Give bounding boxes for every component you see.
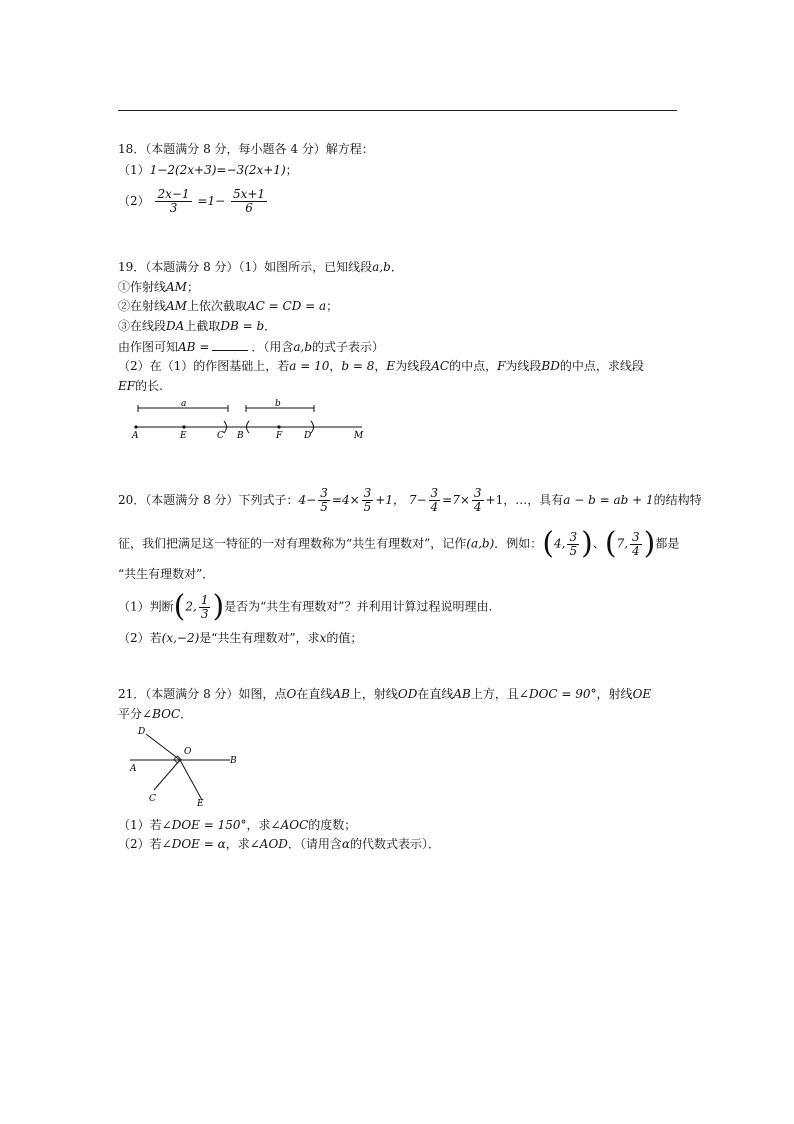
fraction: $\frac{3}{4}$ [430, 486, 439, 514]
q19-step2: ②在射线AM上依次截取AC = CD = a； [118, 299, 339, 313]
answer-blank [212, 338, 248, 351]
q20-part2: （2）若(x,−2)是“共生有理数对”，求x的值； [118, 631, 363, 645]
q19-step1: ①作射线AM； [118, 280, 199, 294]
q18-header: 18．（本题满分 8 分，每小题各 4 分）解方程： [118, 142, 374, 156]
q19-step4: 由作图可知AB = ．（用含a,b的式子表示） [118, 340, 385, 354]
fig-label-a: a [181, 399, 187, 409]
q21-line2: 平分∠BOC． [118, 707, 193, 721]
fraction: $\frac{3}{4}$ [473, 486, 482, 514]
fraction: $\frac{3}{4}$ [632, 529, 640, 558]
fraction: $\frac{2x-1}{3}$ [157, 187, 190, 215]
q19-part2: （2）在（1）的作图基础上，若a = 10，b = 8，E为线段AC的中点，F为线段BD的中点，求线段 [118, 359, 644, 373]
q18-part1: （1）1−2(2x+3)=−3(2x+1)； [118, 163, 298, 177]
q20-line1: 20．（本题满分 8 分）下列式子：4− $\frac{3}{5}$ =4× $\frac{3}{5}$ +1， 7− $\frac{3}{4}$ =7× $\frac{3}{4}$ +1，…，具有a − b = ab + 1的结构特 [118, 486, 702, 514]
fig-point-M: M [354, 431, 364, 441]
q19-part2-cont: EF的长. [118, 379, 163, 393]
fig-point-C: C [217, 431, 224, 441]
fig-point-A: A [132, 431, 139, 441]
fig-point-F: F [276, 431, 283, 441]
fraction: $\frac{3}{5}$ [569, 529, 578, 558]
q20-part1: （1）判断(2, $\frac{1}{3}$ )是否为“共生有理数对”？并利用计算过程说明理由. [118, 589, 493, 624]
q21-figure [124, 724, 248, 810]
q18-part2: （2） $\frac{2x-1}{3}$ =1− $\frac{5x+1}{6}$ [118, 187, 266, 215]
q20-line3: “共生有理数对”． [118, 567, 215, 581]
q20-line2: 征，我们把满足这一特征的一对有理数称为“共生有理数对”，记作(a,b)．例如：(4, $\frac{3}{5}$ )、(7, $\frac{3}{4}$ )都是 [118, 526, 680, 561]
fig-point-D: D [304, 431, 312, 441]
fraction: $\frac{1}{3}$ [200, 592, 209, 621]
fig-point-D: D [138, 727, 146, 737]
fraction: $\frac{3}{5}$ [320, 486, 328, 514]
fig-point-O: O [184, 747, 192, 757]
q21-part2: （2）若∠DOE = α，求∠AOD．（请用含α的代数式表示）． [118, 837, 441, 851]
fig-point-A: A [130, 764, 137, 774]
q21-part1: （1）若∠DOE = 150°，求∠AOC的度数； [118, 818, 357, 832]
fig-point-B: B [230, 756, 237, 766]
fraction: $\frac{3}{5}$ [363, 486, 372, 514]
q21-line1: 21．（本题满分 8 分）如图，点O在直线AB上，射线OD在直线AB上方，且∠DOC = 90°，射线OE [118, 687, 652, 701]
fig-point-E: E [197, 799, 204, 809]
fig-point-C: C [149, 794, 156, 804]
q19-step3: ③在线段DA上截取DB = b． [118, 319, 277, 333]
fig-point-B: B [237, 431, 244, 441]
header-rule [118, 110, 677, 111]
fig-label-b: b [275, 399, 281, 409]
fig-point-E: E [180, 431, 187, 441]
q19-figure [118, 398, 378, 444]
q19-header: 19．（本题满分 8 分）（1）如图所示，已知线段a,b． [118, 260, 403, 274]
fraction: $\frac{5x+1}{6}$ [232, 187, 266, 215]
